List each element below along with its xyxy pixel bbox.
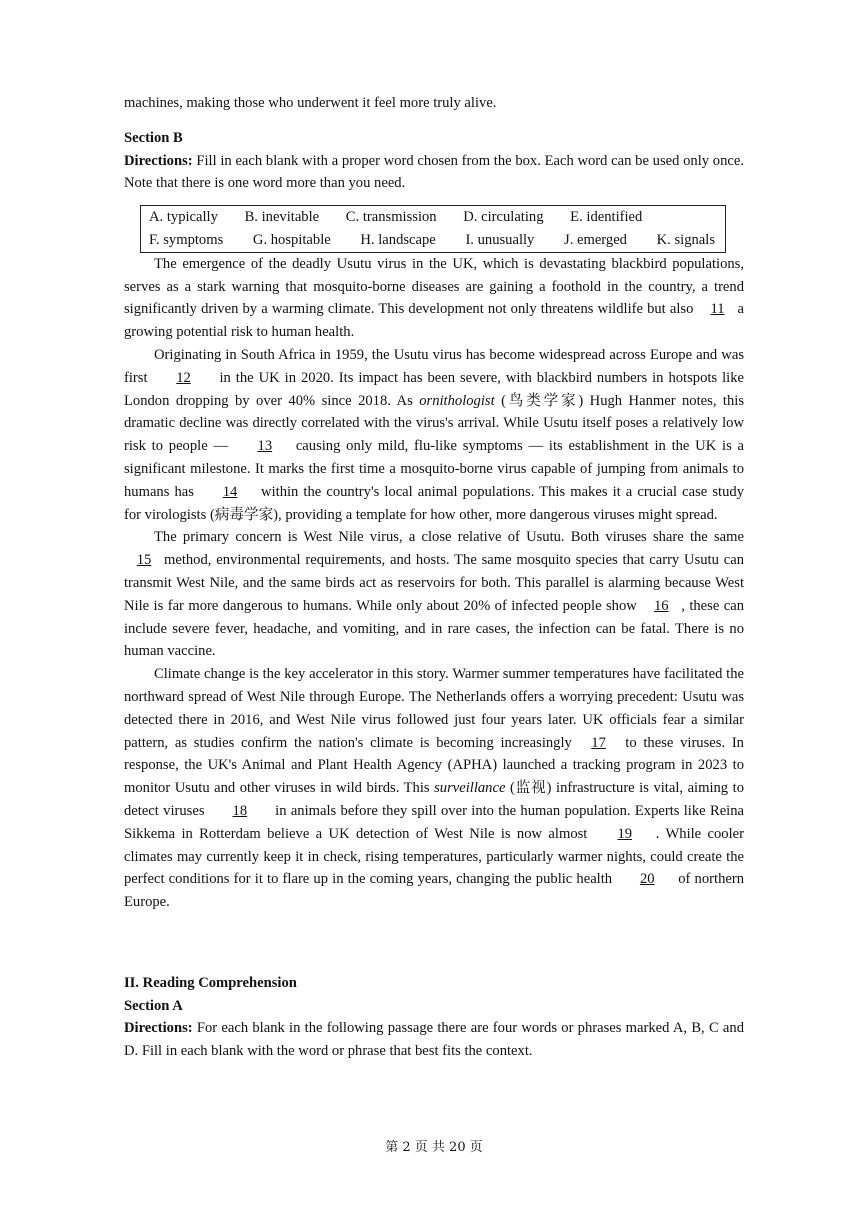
blank-12: 12 xyxy=(176,369,191,386)
directions-label: Directions: xyxy=(124,1020,193,1037)
blank-15: 15 xyxy=(136,552,152,569)
word-option: J. emerged xyxy=(564,231,627,248)
passage-paragraph-3: The primary concern is West Nile virus, a close relative of Usutu. Both viruses share the same 15 method, environmental requirements, and hosts. The same mosquito species that carry Usutu can transmit West Nile, and the same birds act as reservoirs for both. This parallel is alarming because West Nile is far more dangerous to humans. While only about 20% of infected people show 16 , these can include severe fever, headache, and vomiting, and in rare cases, the infection can be fatal. There is no human vaccine. xyxy=(124,529,744,660)
blank-18: 18 xyxy=(232,802,248,819)
word-option: A. typically xyxy=(149,209,218,226)
word-option: H. landscape xyxy=(360,231,436,248)
blank-14: 14 xyxy=(222,483,238,500)
word-option: C. transmission xyxy=(345,209,437,226)
section-b-directions xyxy=(124,150,744,196)
word-option: D. circulating xyxy=(463,209,544,226)
word-row-1 xyxy=(149,206,715,229)
term-ornithologist: ornithologist xyxy=(419,392,495,409)
passage-paragraph-1: The emergence of the deadly Usutu virus in the UK, which is devastating blackbird populations, serves as a stark warning that mosquito-borne diseases are gaining a foothold in the country, a trend significantly driven by a warming climate. This development not only threatens wildlife but also 11 a growing potential risk to human health. xyxy=(124,255,744,341)
word-option: B. inevitable xyxy=(244,209,320,226)
directions-label: Directions: xyxy=(124,152,193,169)
blank-19: 19 xyxy=(617,825,633,842)
directions-text: Fill in each blank with a proper word chosen from the box. Each word can be used only once. Note that there is one word more than you need. xyxy=(124,152,744,192)
section-b-heading: Section B xyxy=(124,129,183,146)
word-option: E. identified xyxy=(570,209,643,226)
page-content xyxy=(124,92,744,1063)
intro-line: machines, making those who underwent it feel more truly alive. xyxy=(124,95,497,111)
word-option: F. symptoms xyxy=(149,231,224,248)
blank-13: 13 xyxy=(257,438,273,455)
directions-text: For each blank in the following passage there are four words or phrases marked A, B, C and D. Fill in each blank with the word or phrase that best fits the context. xyxy=(124,1020,744,1060)
word-option: I. unusually xyxy=(465,231,535,248)
blank-11: 11 xyxy=(710,301,725,318)
passage-paragraph-4: Climate change is the key accelerator in this story. Warmer summer temperatures have facilitated the northward spread of West Nile through Europe. The Netherlands offers a worrying precedent: Usutu was detected there in 2016, and West Nile virus followed just four years later. UK officials fear a similar pattern, as studies confirm the nation's climate is becoming increasingly 17 to these viruses. In response, the UK's Animal and Plant Health Agency (APHA) launched a tracking program in 2023 to monitor Usutu and other viruses in wild birds. This surveillance (监视) infrastructure is vital, aiming to detect viruses 18 in animals before they spill over into the human population. Experts like Reina Sikkema in Rotterdam believe a UK detection of West Nile is now almost 19 . While cooler climates may currently keep it in check, rising temperatures, particularly warmer nights, could create the perfect conditions for it to flare up in the coming years, changing the public health 20 of northern Europe. xyxy=(124,666,744,911)
passage-paragraph-2: Originating in South Africa in 1959, the Usutu virus has become widespread across Europe and was first 12 in the UK in 2020. Its impact has been severe, with blackbird numbers in hotspots like London dropping by over 40% since 2018. As ornithologist (鸟类学家) Hugh Hanmer notes, this dramatic decline was directly correlated with the virus's arrival. While Usutu itself poses a relatively low risk to people — 13 causing only mild, flu-like symptoms — its establishment in the UK is a significant milestone. It marks the first time a mosquito-borne virus capable of jumping from animals to humans has 14 within the country's local animal populations. This makes it a crucial case study for virologists (病毒学家), providing a template for how other, more dangerous viruses might spread. xyxy=(124,346,745,523)
section-a-directions xyxy=(124,1017,744,1063)
word-option: G. hospitable xyxy=(252,231,331,248)
page-footer: 第 2 页 共 20 页 xyxy=(385,1140,483,1155)
blank-20: 20 xyxy=(639,871,655,888)
blank-16: 16 xyxy=(653,597,669,614)
blank-17: 17 xyxy=(591,734,606,751)
word-option: K. signals xyxy=(656,231,715,248)
word-box xyxy=(140,205,726,253)
term-surveillance: surveillance xyxy=(434,780,506,797)
word-row-2 xyxy=(149,229,715,252)
part-ii-heading: II. Reading Comprehension xyxy=(124,974,297,991)
section-a-heading: Section A xyxy=(124,997,183,1014)
